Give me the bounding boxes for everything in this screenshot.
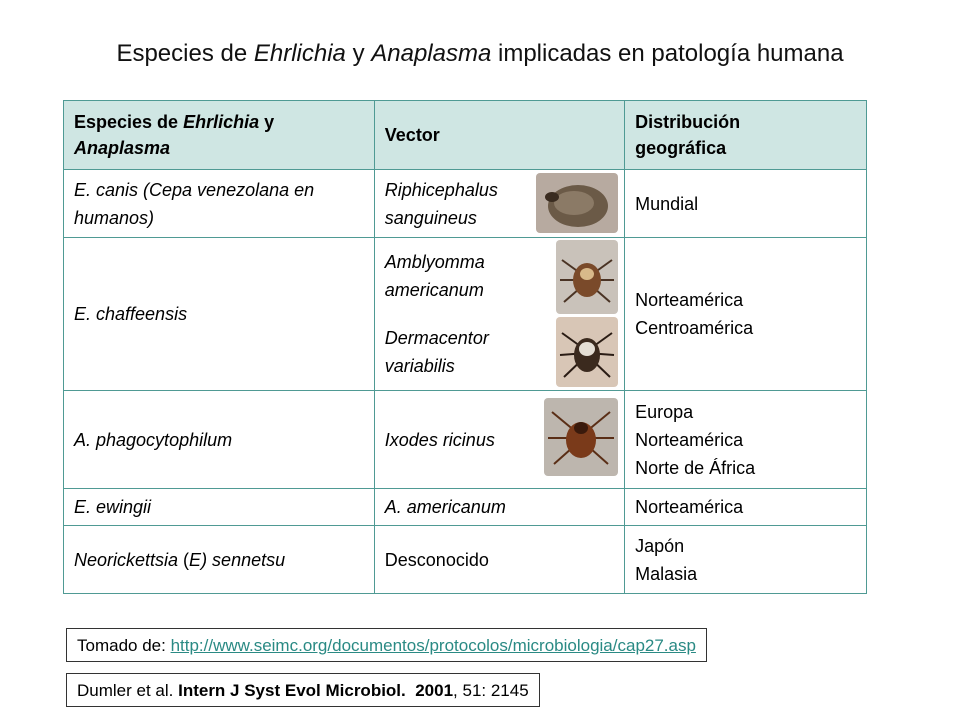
vector-cell: Riphicephalus sanguineus [374,170,624,238]
table-row [64,489,867,526]
header-distribution: Distribución geográfica [625,101,867,170]
table-row [64,526,867,594]
species-table [63,100,867,594]
header-vector: Vector [374,101,624,170]
citation-year: 2001 [415,681,454,700]
species-cell: Neorickettsia (E) sennetsu [64,526,375,594]
citation-journal: Intern J Syst Evol Microbiol. [178,681,406,700]
species-cell: E. ewingii [64,489,375,526]
distribution-cell: Norteamérica [625,489,867,526]
vector-cell: Desconocido [374,526,624,594]
species-cell: A. phagocytophilum [64,391,375,489]
tick-photo-riphicephalus [536,173,618,233]
source-link[interactable]: http://www.seimc.org/documentos/protocolos/microbiologia/cap27.asp [170,636,696,655]
vector-cell: A. americanum [374,489,624,526]
species-cell: E. chaffeensis [64,238,375,391]
vector-cell: Ixodes ricinus [374,391,624,489]
page-title: Especies de Ehrlichia y Anaplasma implicadas en patología humana [116,40,844,67]
distribution-cell: Japón Malasia [625,526,867,594]
citation-note: Dumler et al. Intern J Syst Evol Microbiol. 2001, 51: 2145 [66,673,540,707]
vector-cell: Amblyomma americanum Dermacentor variabilis [374,238,624,391]
table-row [64,391,867,489]
table-row [64,238,867,391]
species-cell: E. canis (Cepa venezolana en humanos) [64,170,375,238]
tick-photo-dermacentor [556,317,618,387]
source-note [66,628,707,662]
table-row [64,170,867,238]
source-label: Tomado de: [77,636,171,655]
tick-photo-ixodes [544,398,618,476]
distribution-cell: Mundial [625,170,867,238]
tick-photo-amblyomma [556,240,618,314]
distribution-cell: Europa Norteamérica Norte de África [625,391,867,489]
header-species: Especies de Ehrlichia y Anaplasma [64,101,375,170]
distribution-cell: Norteamérica Centroamérica [625,238,867,391]
header-row [64,101,867,170]
